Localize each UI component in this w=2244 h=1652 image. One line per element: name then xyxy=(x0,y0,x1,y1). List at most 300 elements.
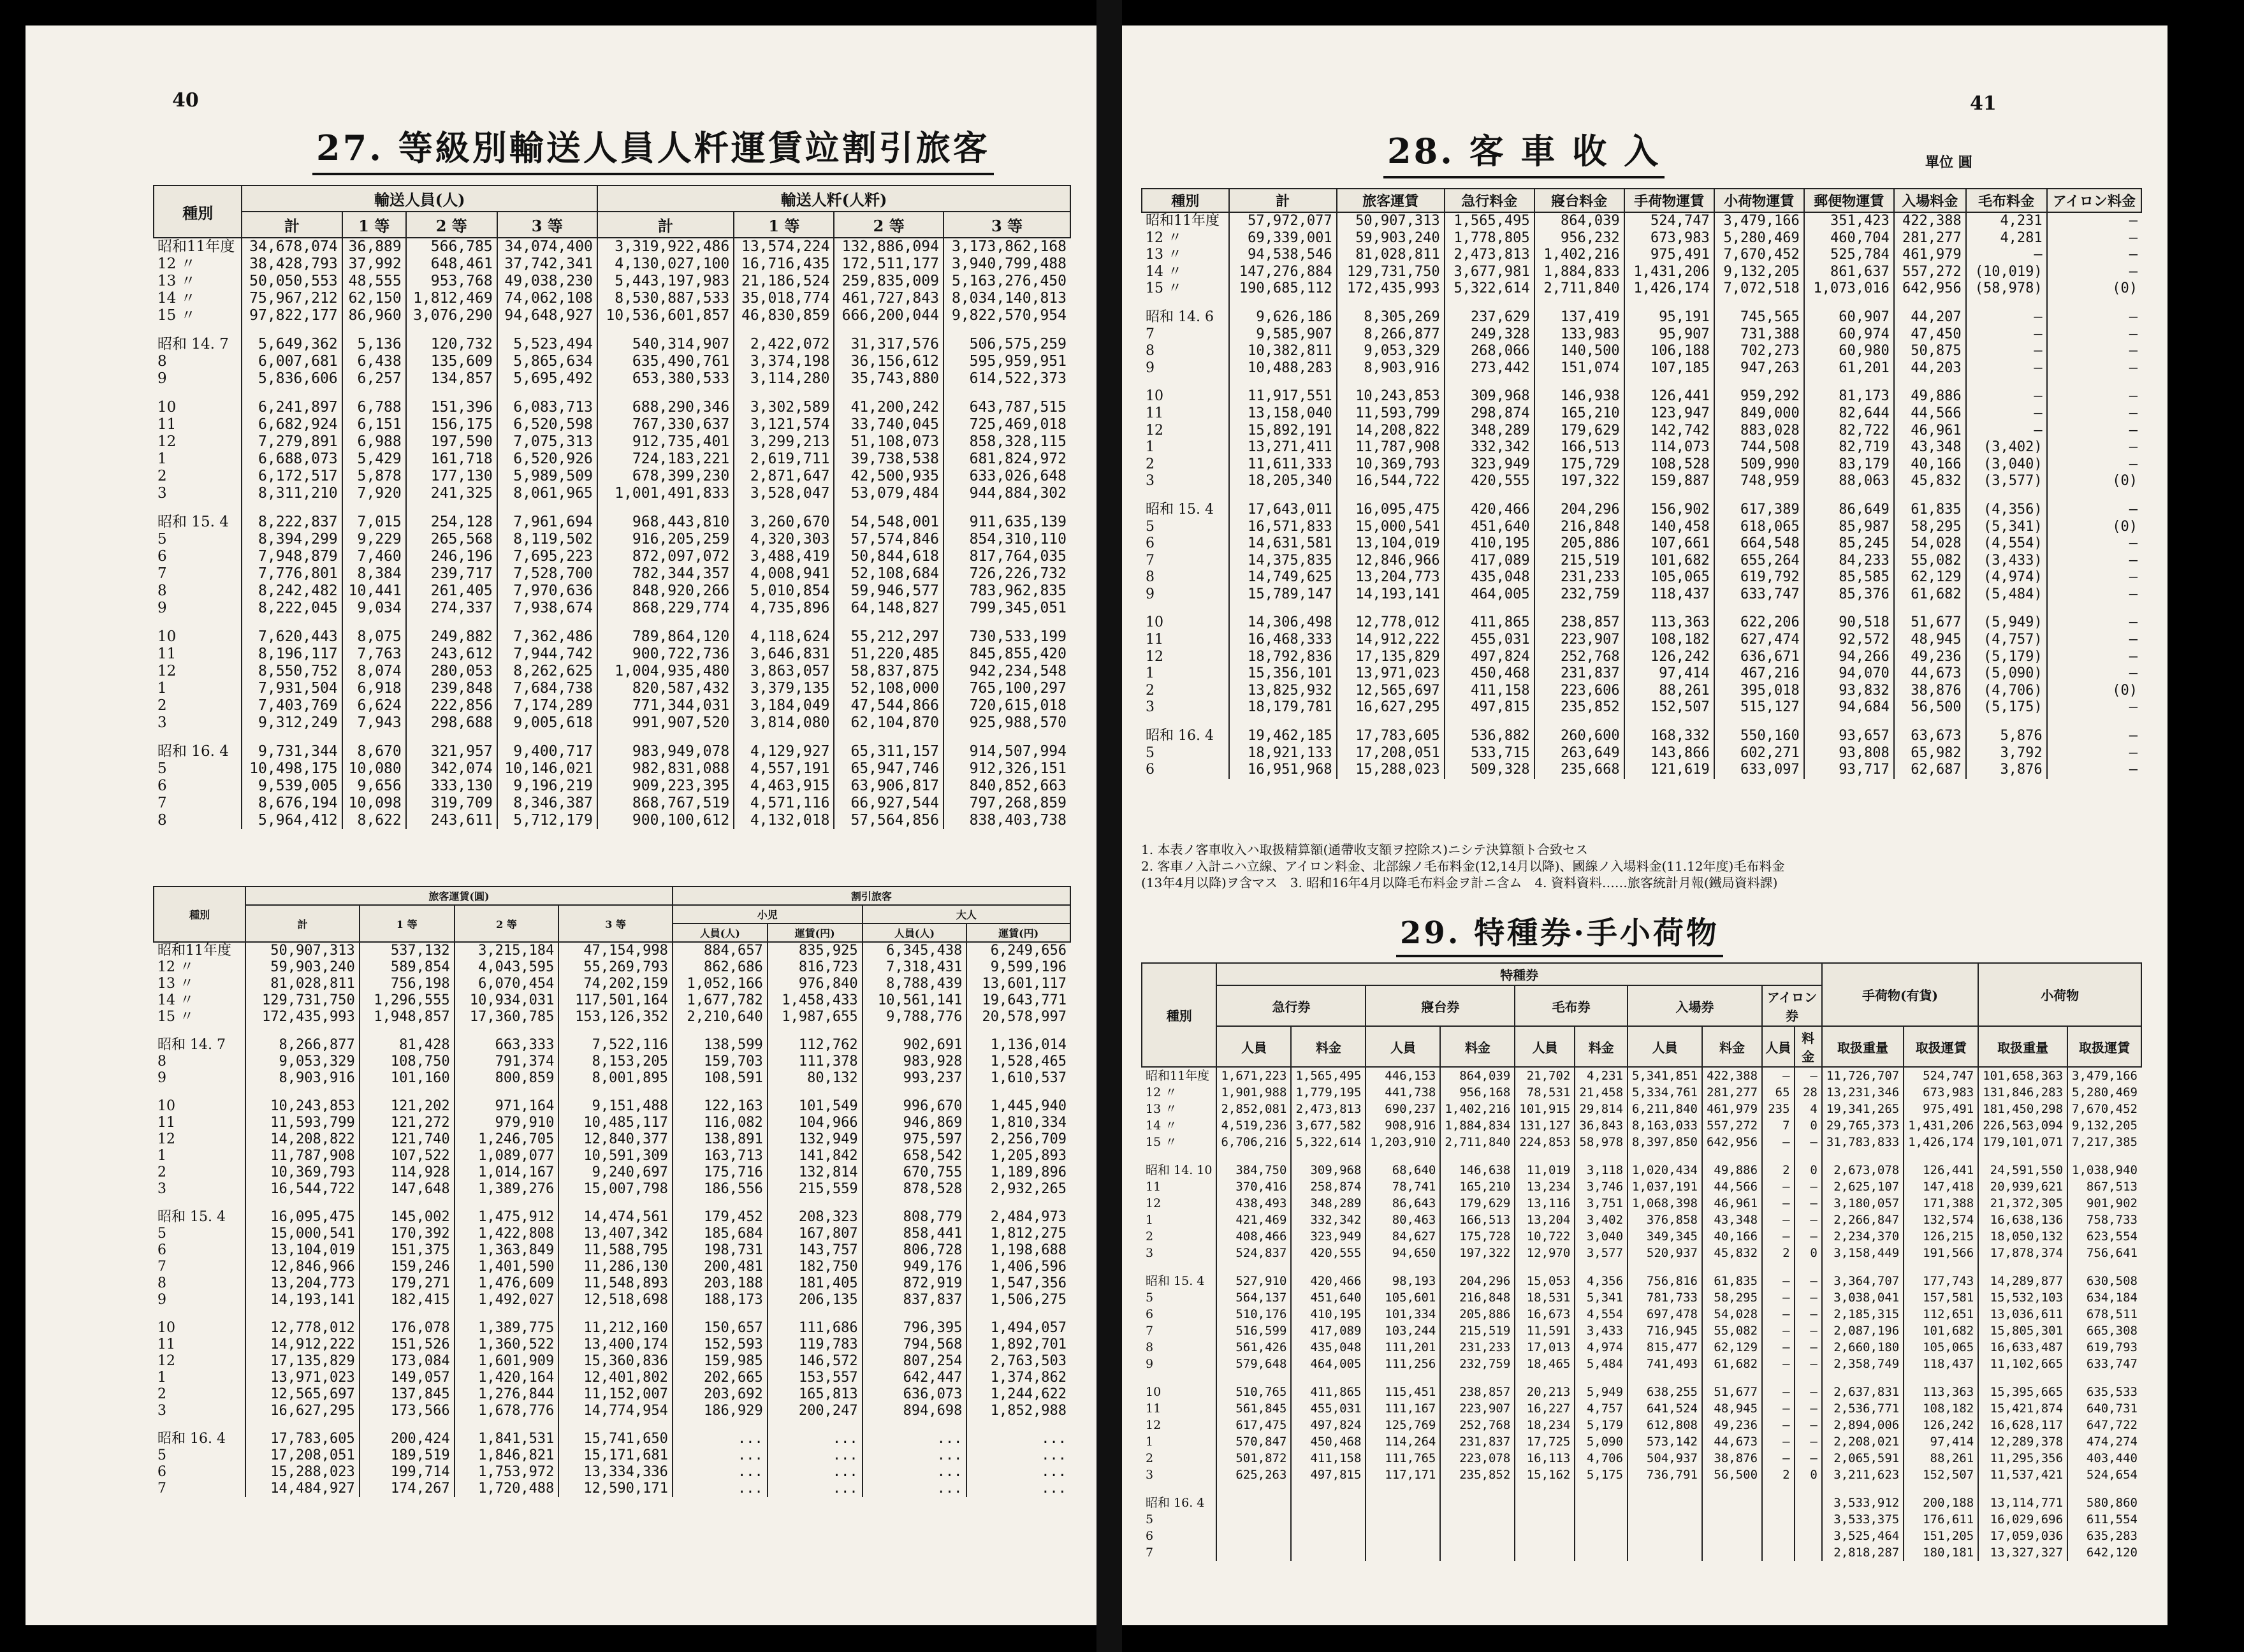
col-total: 計 xyxy=(242,212,342,238)
table-cell xyxy=(1894,377,1966,388)
table-row xyxy=(1142,535,2141,553)
table-cell: 85,245 xyxy=(1804,535,1894,553)
table-row xyxy=(1142,247,2141,264)
row-label: 6 xyxy=(1146,535,1155,552)
row-label: 8 xyxy=(157,353,167,370)
column-header: 料金 xyxy=(1702,1026,1762,1067)
table-cell: 2,234,370 xyxy=(1822,1228,1904,1245)
table-cell: — xyxy=(2047,309,2141,326)
table-cell: 223,907 xyxy=(1534,632,1624,649)
table-cell: 1,852,988 xyxy=(966,1403,1070,1419)
table-cell: 46,830,859 xyxy=(734,307,834,324)
table-cell: 653,380,533 xyxy=(597,370,734,388)
table-row xyxy=(1142,230,2141,247)
row-label: 9 xyxy=(1146,586,1155,602)
table-cell: 34,678,074 xyxy=(242,238,342,256)
col-fare: 運賃(円) xyxy=(768,924,863,942)
table-cell: 114,073 xyxy=(1624,439,1714,456)
table-cell: 351,423 xyxy=(1804,212,1894,230)
table-cell xyxy=(1714,603,1804,614)
table-cell: 88,261 xyxy=(1624,683,1714,700)
table-row xyxy=(1142,1195,2141,1212)
table-cell: 1,360,522 xyxy=(455,1337,559,1353)
table-row xyxy=(154,1431,1070,1447)
table-cell: 3,433 xyxy=(1575,1322,1628,1339)
table-cell: 2,087,196 xyxy=(1822,1322,1904,1339)
table-cell: 7 xyxy=(1762,1117,1794,1134)
table-cell: 8,034,140,813 xyxy=(943,290,1070,307)
table-cell: 1,001,491,833 xyxy=(597,485,734,502)
table-cell: 121,272 xyxy=(360,1115,455,1131)
table-row xyxy=(154,1209,1070,1226)
table-cell: 5,341,851 xyxy=(1628,1067,1702,1084)
table-cell: 18,234 xyxy=(1515,1417,1575,1433)
table-cell: 884,657 xyxy=(673,942,768,959)
table-cell: 10,561,141 xyxy=(863,992,967,1009)
table-row xyxy=(1142,699,2141,716)
table-cell: 43,348 xyxy=(1702,1212,1762,1228)
table-cell: 15,356,101 xyxy=(1229,665,1337,683)
row-label xyxy=(1142,716,1229,728)
table-cell xyxy=(1894,603,1966,614)
table-cell: 1,402,216 xyxy=(1440,1101,1515,1117)
table-cell: 540,314,907 xyxy=(597,336,734,353)
column-header: 人員 xyxy=(1762,1026,1794,1067)
column-header: 急行料金 xyxy=(1445,189,1534,212)
table-row xyxy=(154,1447,1070,1464)
table-cell: 2,932,265 xyxy=(966,1181,1070,1198)
table-cell: 2,358,749 xyxy=(1822,1356,1904,1372)
table-cell: — xyxy=(2047,745,2141,762)
table-cell: 450,468 xyxy=(1291,1433,1366,1450)
table-cell: 2,852,081 xyxy=(1216,1101,1291,1117)
table-cell: 6,007,681 xyxy=(242,353,342,370)
table-cell xyxy=(1534,716,1624,728)
table-cell: 9,053,329 xyxy=(1337,343,1445,360)
table-cell: 1,431,206 xyxy=(1904,1117,1978,1134)
table-cell: (5,175) xyxy=(1966,699,2047,716)
table-cell: 16,571,833 xyxy=(1229,519,1337,536)
table-cell: 17,783,605 xyxy=(1337,728,1445,745)
table-row xyxy=(1142,1483,2141,1495)
table-cell: 176,078 xyxy=(360,1320,455,1337)
table-cell: 13,036,611 xyxy=(1978,1306,2067,1322)
table-cell: 0 xyxy=(1795,1117,1822,1134)
table-cell: — xyxy=(2047,649,2141,666)
table-cell: 21,372,305 xyxy=(1978,1195,2067,1212)
table-cell: 411,865 xyxy=(1445,614,1534,632)
table-cell: 8,530,887,533 xyxy=(597,290,734,307)
table-cell: 179,101,071 xyxy=(1978,1134,2067,1150)
table-cell: 909,223,395 xyxy=(597,778,734,795)
table-cell: 5,010,854 xyxy=(734,583,834,600)
table-cell: — xyxy=(1795,1228,1822,1245)
table-cell xyxy=(1440,1511,1515,1528)
table-cell: 474,274 xyxy=(2067,1433,2141,1450)
table-cell xyxy=(966,1087,1070,1098)
table-row xyxy=(154,732,1070,743)
table-cell: 916,205,259 xyxy=(597,531,734,548)
table-cell: 241,325 xyxy=(406,485,497,502)
table-cell: 10,498,175 xyxy=(242,760,342,778)
table-cell: 172,435,993 xyxy=(245,1009,360,1025)
table-cell: 771,344,031 xyxy=(597,697,734,714)
column-header: 人員 xyxy=(1515,1026,1575,1067)
table-cell: 2,711,840 xyxy=(1440,1134,1515,1150)
table-cell: — xyxy=(1795,1273,1822,1289)
column-header: 人員 xyxy=(1628,1026,1702,1067)
table-cell: 114,264 xyxy=(1366,1433,1440,1450)
sleeper-ticket-header: 寢台券 xyxy=(1366,985,1515,1026)
table-cell: 2 xyxy=(1762,1467,1794,1483)
table-cell: 4,129,927 xyxy=(734,743,834,760)
row-label: 12 〃 xyxy=(157,256,196,272)
table-cell: 1,089,077 xyxy=(455,1148,559,1164)
table-cell: 1,401,590 xyxy=(455,1259,559,1275)
table-row xyxy=(1142,439,2141,456)
table-row xyxy=(154,324,1070,336)
table-cell: 1,198,688 xyxy=(966,1242,1070,1259)
table-cell: 38,876 xyxy=(1894,683,1966,700)
table-cell: 14,208,822 xyxy=(245,1131,360,1148)
row-label xyxy=(154,388,242,399)
table-cell: 1,492,027 xyxy=(455,1292,559,1308)
table-cell xyxy=(1575,1483,1628,1495)
table-cell: 249,882 xyxy=(406,628,497,646)
table-cell xyxy=(497,617,597,628)
table-cell: 13,114,771 xyxy=(1978,1495,2067,1511)
table-cell: 982,831,088 xyxy=(597,760,734,778)
table-cell: 140,500 xyxy=(1534,343,1624,360)
table-cell: 137,419 xyxy=(1534,309,1624,326)
table-row xyxy=(154,1054,1070,1070)
table-cell: 252,768 xyxy=(1440,1417,1515,1433)
table-cell: 996,670 xyxy=(863,1098,967,1115)
table-row xyxy=(154,1419,1070,1431)
table-cell: 848,920,266 xyxy=(597,583,734,600)
table-cell: 268,066 xyxy=(1445,343,1534,360)
table-cell xyxy=(1291,1150,1366,1162)
table-cell: 48,945 xyxy=(1702,1400,1762,1417)
col-total: 計 xyxy=(597,212,734,238)
table-row xyxy=(154,1259,1070,1275)
table-row xyxy=(1142,1228,2141,1245)
table-cell: 179,452 xyxy=(673,1209,768,1226)
table-row xyxy=(154,600,1070,617)
table-cell: 17,643,011 xyxy=(1229,502,1337,519)
table-cell: 43,348 xyxy=(1894,439,1966,456)
table-cell: 642,956 xyxy=(1894,280,1966,298)
table-cell: 235,852 xyxy=(1534,699,1624,716)
column-header: 入場料金 xyxy=(1894,189,1966,212)
table-cell: 781,733 xyxy=(1628,1289,1702,1306)
row-label xyxy=(154,1087,245,1098)
table-cell: 10,536,601,857 xyxy=(597,307,734,324)
table-row xyxy=(1142,1289,2141,1306)
table-cell: — xyxy=(1966,247,2047,264)
table-cell: 635,283 xyxy=(2067,1528,2141,1544)
table-cell: 6,345,438 xyxy=(863,942,967,959)
table-cell xyxy=(1822,1150,1904,1162)
table-cell: 200,247 xyxy=(768,1403,863,1419)
row-label: 11 xyxy=(1146,1180,1162,1194)
table-cell: 166,513 xyxy=(1440,1212,1515,1228)
table-cell: 239,848 xyxy=(406,680,497,697)
table-cell: 862,686 xyxy=(673,959,768,976)
table-cell: 85,376 xyxy=(1804,586,1894,604)
table-cell: 1,052,166 xyxy=(673,976,768,992)
table-row xyxy=(1142,1384,2141,1400)
table-cell: 181,450,298 xyxy=(1978,1101,2067,1117)
row-label: 7 xyxy=(157,565,167,582)
table-cell: 422,388 xyxy=(1894,212,1966,230)
table-cell: 783,962,835 xyxy=(943,583,1070,600)
table-cell: 17,783,605 xyxy=(245,1431,360,1447)
table-row xyxy=(154,976,1070,992)
table-cell: 564,137 xyxy=(1216,1289,1291,1306)
table-cell: 455,031 xyxy=(1445,632,1534,649)
table-cell: 8,266,877 xyxy=(1337,326,1445,344)
table-cell: 11,212,160 xyxy=(558,1320,673,1337)
table-cell: 8,622 xyxy=(342,812,406,829)
table-cell: 9,132,205 xyxy=(1714,264,1804,281)
table-cell: — xyxy=(1795,1417,1822,1433)
platform-ticket-header: 入場券 xyxy=(1628,985,1762,1026)
table-cell: 854,310,110 xyxy=(943,531,1070,548)
table-cell: 41,200,242 xyxy=(834,399,943,416)
table-cell: 800,859 xyxy=(455,1070,559,1087)
table-cell: 59,903,240 xyxy=(245,959,360,976)
table-cell: 114,928 xyxy=(360,1164,455,1181)
table-cell: 46,961 xyxy=(1894,423,1966,440)
table-cell: 60,907 xyxy=(1804,309,1894,326)
table-cell: 720,615,018 xyxy=(943,697,1070,714)
table-cell: 16,673 xyxy=(1515,1306,1575,1322)
table-cell: 13,231,346 xyxy=(1822,1084,1904,1101)
table-cell: 131,127 xyxy=(1515,1117,1575,1134)
table-cell: ... xyxy=(768,1481,863,1497)
table-cell: 3,940,799,488 xyxy=(943,256,1070,273)
table-row xyxy=(154,1198,1070,1209)
page-number-left: 40 xyxy=(172,89,199,112)
row-label: 3 xyxy=(1146,1468,1154,1482)
table-row xyxy=(154,1070,1070,1087)
table-cell: 2,619,711 xyxy=(734,451,834,468)
table-cell: 65 xyxy=(1762,1084,1794,1101)
table-cell: 619,793 xyxy=(2067,1339,2141,1356)
table-cell: 45,832 xyxy=(1702,1245,1762,1261)
table-cell: 438,493 xyxy=(1216,1195,1291,1212)
row-label: 9 xyxy=(157,1292,166,1308)
table-28-passenger-car-revenue xyxy=(1141,188,2142,779)
table-cell: — xyxy=(1966,309,2047,326)
table-cell: 633,097 xyxy=(1714,762,1804,779)
table-cell: 8,266,877 xyxy=(245,1037,360,1054)
col-persons: 人員(人) xyxy=(673,924,768,942)
table-cell: 8,061,965 xyxy=(497,485,597,502)
table-cell: — xyxy=(1762,1450,1794,1467)
table-cell: 197,322 xyxy=(1440,1245,1515,1261)
table-cell: 174,267 xyxy=(360,1481,455,1497)
table-cell: 3,646,831 xyxy=(734,646,834,663)
row-label: 8 xyxy=(157,583,167,599)
row-label: 9 xyxy=(157,370,167,387)
table-cell: 7,318,431 xyxy=(863,959,967,976)
table-cell: 6,438 xyxy=(342,353,406,370)
table-row xyxy=(154,433,1070,451)
table-cell: 35,743,880 xyxy=(834,370,943,388)
table-cell: 231,837 xyxy=(1440,1433,1515,1450)
table-cell: 2,185,315 xyxy=(1822,1306,1904,1322)
row-label: 3 xyxy=(157,714,167,731)
row-label: 5 xyxy=(157,531,167,547)
table-cell xyxy=(597,502,734,514)
table-cell: 54,028 xyxy=(1894,535,1966,553)
table-cell: 817,764,035 xyxy=(943,548,1070,565)
table-cell: 49,886 xyxy=(1894,388,1966,405)
table-cell: 13,271,411 xyxy=(1229,439,1337,456)
table-cell xyxy=(1575,1372,1628,1384)
table-cell xyxy=(1966,603,2047,614)
table-cell: 17,360,785 xyxy=(455,1009,559,1025)
table-cell: 4,118,624 xyxy=(734,628,834,646)
table-cell: 117,171 xyxy=(1366,1467,1440,1483)
table-cell: 872,097,072 xyxy=(597,548,734,565)
table-cell: 13,400,174 xyxy=(558,1337,673,1353)
table-cell: 724,183,221 xyxy=(597,451,734,468)
row-label: 10 xyxy=(157,628,177,645)
table-cell: 912,326,151 xyxy=(943,760,1070,778)
table-cell: 175,729 xyxy=(1534,456,1624,474)
table-cell: 349,345 xyxy=(1628,1228,1702,1245)
table-cell: 6,083,713 xyxy=(497,399,597,416)
table-cell xyxy=(1515,1261,1575,1273)
table-cell: 557,272 xyxy=(1702,1117,1762,1134)
row-label xyxy=(1142,1372,1216,1384)
table-cell: 65,982 xyxy=(1894,745,1966,762)
table-cell xyxy=(1762,1511,1794,1528)
table-cell xyxy=(768,1198,863,1209)
table-row xyxy=(1142,603,2141,614)
table-cell: 642,956 xyxy=(1702,1134,1762,1150)
table-cell xyxy=(768,1419,863,1431)
table-cell: 132,814 xyxy=(768,1164,863,1181)
table-cell xyxy=(1714,490,1804,502)
table-cell: 14,912,222 xyxy=(245,1337,360,1353)
table-cell: 7,015 xyxy=(342,514,406,531)
table-27-title: 27. 等級別輸送人員人粁運賃竝割引旅客 xyxy=(312,121,994,175)
table-cell xyxy=(966,1308,1070,1320)
table-cell: 2 xyxy=(1762,1162,1794,1178)
table-cell: 411,158 xyxy=(1291,1450,1366,1467)
table-cell: 205,886 xyxy=(1440,1306,1515,1322)
table-cell: 9,034 xyxy=(342,600,406,617)
table-cell: 20,213 xyxy=(1515,1384,1575,1400)
table-cell: 8,163,033 xyxy=(1628,1117,1702,1134)
table-cell: 17,725 xyxy=(1515,1433,1575,1450)
table-cell: 51,220,485 xyxy=(834,646,943,663)
table-cell: 140,458 xyxy=(1624,519,1714,536)
table-cell: — xyxy=(1762,1433,1794,1450)
table-row xyxy=(1142,1467,2141,1483)
table-cell: 153,557 xyxy=(768,1370,863,1386)
table-cell: 281,277 xyxy=(1702,1084,1762,1101)
table-cell: 524,747 xyxy=(1904,1067,1978,1084)
table-cell: 111,378 xyxy=(768,1054,863,1070)
table-cell: 17,135,829 xyxy=(245,1353,360,1370)
table-row xyxy=(1142,502,2141,519)
table-row xyxy=(1142,309,2141,326)
table-cell: 464,005 xyxy=(1291,1356,1366,1372)
row-label: 12 xyxy=(157,1131,175,1147)
table-cell: 4,231 xyxy=(1575,1067,1628,1084)
table-cell: 451,640 xyxy=(1291,1289,1366,1306)
table-cell: — xyxy=(1966,388,2047,405)
table-cell: 9,312,249 xyxy=(242,714,342,732)
table-cell: 9,599,196 xyxy=(966,959,1070,976)
table-row xyxy=(154,399,1070,416)
table-cell: 12,565,697 xyxy=(1337,683,1445,700)
table-28-title: 28. 客 車 收 入 xyxy=(1383,124,1665,178)
table-cell: 133,983 xyxy=(1534,326,1624,344)
table-cell: 9,585,907 xyxy=(1229,326,1337,344)
table-cell: 3,876 xyxy=(1966,762,2047,779)
table-cell: 65,947,746 xyxy=(834,760,943,778)
table-cell: 5,341 xyxy=(1575,1289,1628,1306)
table-cell: 4,356 xyxy=(1575,1273,1628,1289)
table-cell xyxy=(242,388,342,399)
parcel-group-header: 小荷物 xyxy=(1978,963,2141,1026)
table-cell: 744,508 xyxy=(1714,439,1804,456)
table-cell: (5,949) xyxy=(1966,614,2047,632)
table-cell: 6,988 xyxy=(342,433,406,451)
table-cell: 47,450 xyxy=(1894,326,1966,344)
table-row xyxy=(1142,298,2141,309)
table-cell: 1,038,940 xyxy=(2067,1162,2141,1178)
table-cell: 633,747 xyxy=(1714,586,1804,604)
table-cell: 86,960 xyxy=(342,307,406,324)
table-cell: 61,835 xyxy=(1894,502,1966,519)
table-cell: 968,443,810 xyxy=(597,514,734,531)
table-cell: 24,591,550 xyxy=(1978,1162,2067,1178)
table-cell: 101,682 xyxy=(1624,553,1714,570)
table-cell: 111,167 xyxy=(1366,1400,1440,1417)
table-cell: — xyxy=(2047,502,2141,519)
table-cell: 5,334,761 xyxy=(1628,1084,1702,1101)
table-cell: 411,158 xyxy=(1445,683,1534,700)
table-cell: 642,447 xyxy=(863,1370,967,1386)
row-label: 5 xyxy=(157,760,167,777)
table-cell: — xyxy=(1795,1400,1822,1417)
table-cell: 159,887 xyxy=(1624,473,1714,490)
table-cell: 342,074 xyxy=(406,760,497,778)
special-ticket-group-header: 特種券 xyxy=(1216,963,1821,985)
table-cell: 59,946,577 xyxy=(834,583,943,600)
table-cell xyxy=(1291,1483,1366,1495)
table-cell: 1,671,223 xyxy=(1216,1067,1291,1084)
table-cell: 15,000,541 xyxy=(1337,519,1445,536)
row-label: 1 xyxy=(1146,1213,1154,1227)
table-cell: 34,074,400 xyxy=(497,238,597,256)
table-cell: 85,585 xyxy=(1804,569,1894,586)
table-cell: 17,208,051 xyxy=(1337,745,1445,762)
table-cell: 159,703 xyxy=(673,1054,768,1070)
table-cell: 570,847 xyxy=(1216,1433,1291,1450)
row-label: 6 xyxy=(1146,1307,1154,1321)
table-row xyxy=(1142,569,2141,586)
col-total: 計 xyxy=(245,905,360,942)
table-cell: 167,807 xyxy=(768,1226,863,1242)
